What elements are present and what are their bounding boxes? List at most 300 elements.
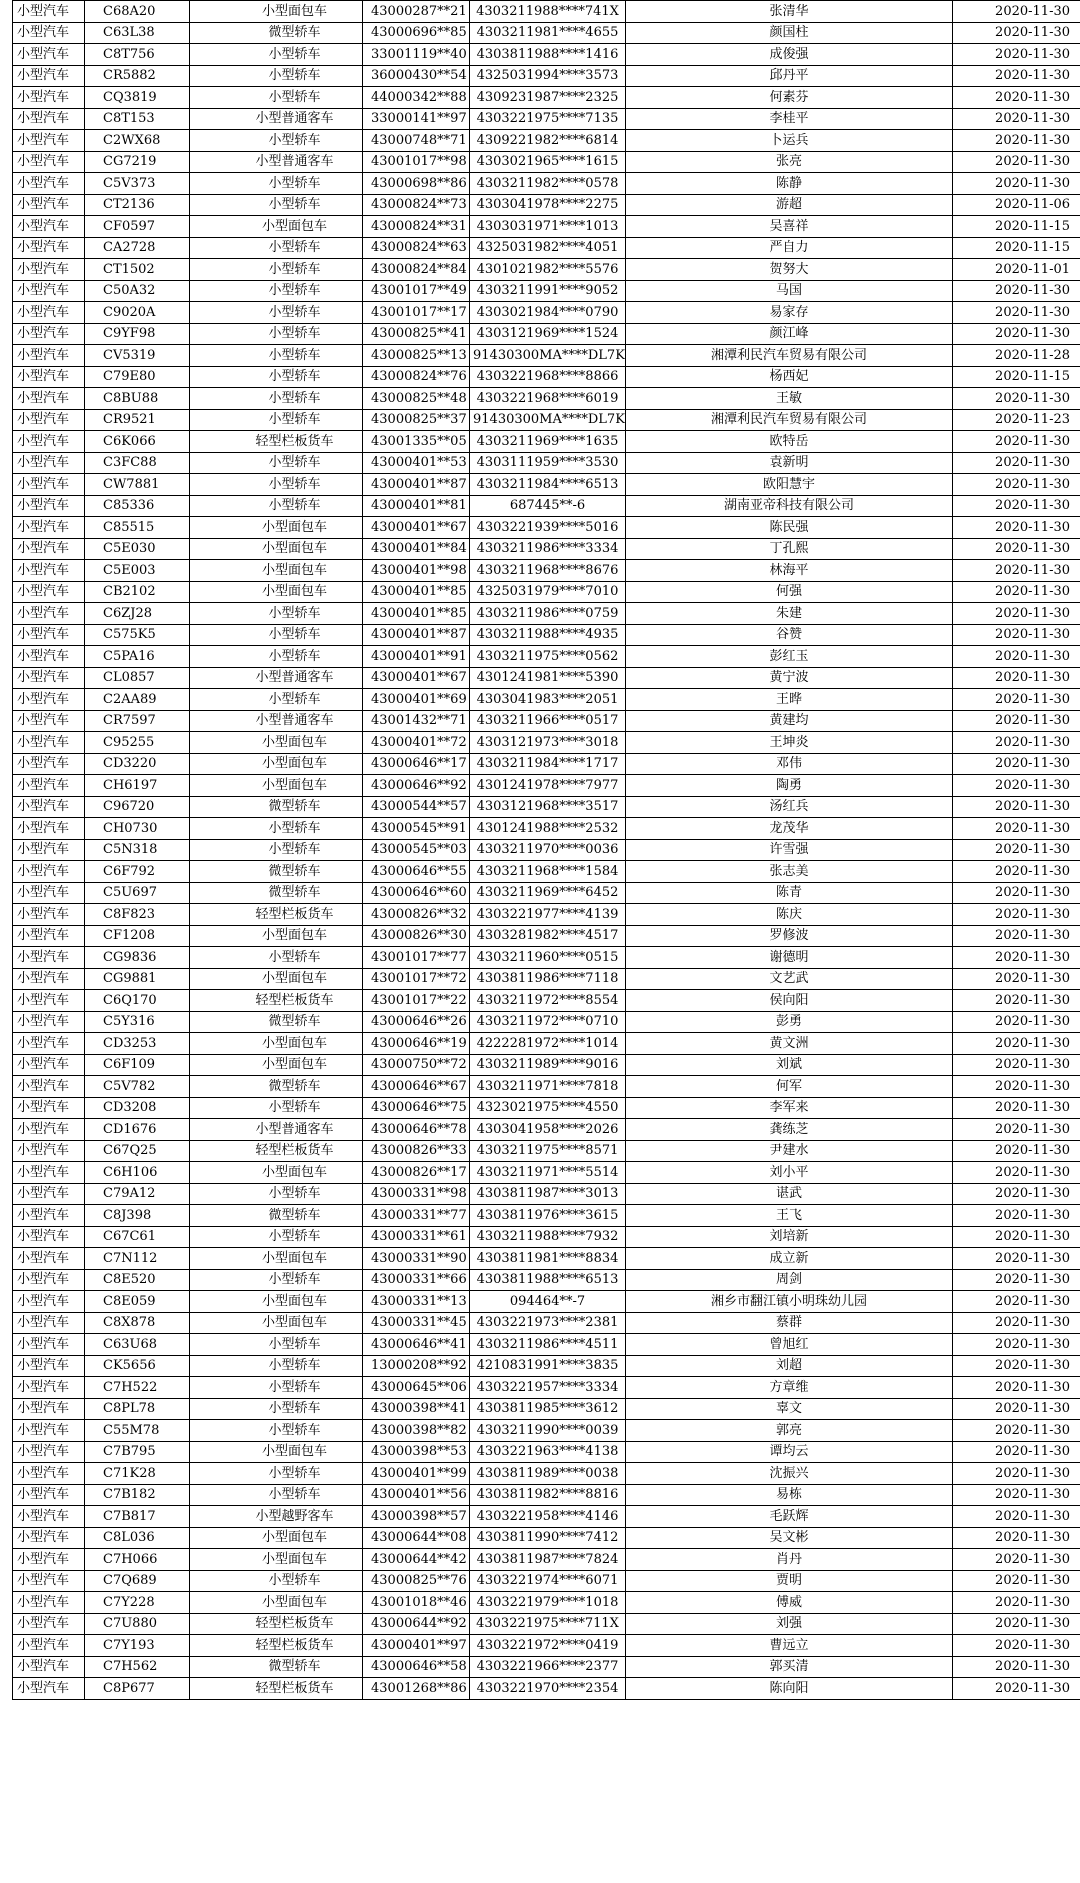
owner-name-cell: 罗修波 [626, 925, 953, 947]
date-cell: 2020-11-30 [953, 667, 1080, 689]
date-cell: 2020-11-30 [953, 452, 1080, 474]
date-cell: 2020-11-30 [953, 1269, 1080, 1291]
owner-name-cell: 陈庆 [626, 904, 953, 926]
table-row [13, 323, 1080, 345]
date-cell: 2020-11-30 [953, 1162, 1080, 1184]
plate-number-cell: C7Y228 [85, 1592, 190, 1614]
vehicle-category-cell: 小型汽车 [13, 1119, 85, 1141]
vehicle-type-cell: 小型轿车 [190, 1355, 363, 1377]
vehicle-type-cell: 小型轿车 [190, 194, 363, 216]
record-number-cell: 43000825**13 [363, 345, 470, 367]
vehicle-category-cell: 小型汽车 [13, 753, 85, 775]
vehicle-type-cell: 小型面包车 [190, 1527, 363, 1549]
vehicle-type-cell: 小型轿车 [190, 495, 363, 517]
record-number-cell: 43000401**67 [363, 517, 470, 539]
vehicle-category-cell: 小型汽车 [13, 1398, 85, 1420]
plate-number-cell: C5E003 [85, 560, 190, 582]
vehicle-type-cell: 小型面包车 [190, 1033, 363, 1055]
plate-number-cell: C8J398 [85, 1205, 190, 1227]
date-cell: 2020-11-30 [953, 968, 1080, 990]
plate-number-cell: CG9881 [85, 968, 190, 990]
plate-number-cell: CH0730 [85, 818, 190, 840]
table-row [13, 1205, 1080, 1227]
owner-id-cell: 4303211970****0036 [470, 839, 626, 861]
record-number-cell: 43000826**32 [363, 904, 470, 926]
table-row [13, 624, 1080, 646]
date-cell: 2020-11-30 [953, 1613, 1080, 1635]
table-row [13, 1054, 1080, 1076]
owner-name-cell: 湖南亚帝科技有限公司 [626, 495, 953, 517]
plate-number-cell: C8F823 [85, 904, 190, 926]
plate-number-cell: C7B182 [85, 1484, 190, 1506]
record-number-cell: 43000331**77 [363, 1205, 470, 1227]
record-number-cell: 43000287**21 [363, 1, 470, 23]
record-number-cell: 43000644**08 [363, 1527, 470, 1549]
plate-number-cell: CD1676 [85, 1119, 190, 1141]
date-cell: 2020-11-30 [953, 302, 1080, 324]
record-number-cell: 43000545**03 [363, 839, 470, 861]
record-number-cell: 43000645**06 [363, 1377, 470, 1399]
owner-id-cell: 4303211986****0759 [470, 603, 626, 625]
vehicle-type-cell: 小型轿车 [190, 818, 363, 840]
date-cell: 2020-11-15 [953, 366, 1080, 388]
plate-number-cell: C67C61 [85, 1226, 190, 1248]
date-cell: 2020-11-30 [953, 947, 1080, 969]
vehicle-type-cell: 小型面包车 [190, 1248, 363, 1270]
table-body [13, 1, 1080, 1700]
date-cell: 2020-11-30 [953, 1248, 1080, 1270]
owner-id-cell: 4303221975****711X [470, 1613, 626, 1635]
record-number-cell: 43000696**85 [363, 22, 470, 44]
vehicle-type-cell: 轻型栏板货车 [190, 1678, 363, 1700]
owner-name-cell: 龙茂华 [626, 818, 953, 840]
plate-number-cell: C6ZJ28 [85, 603, 190, 625]
owner-id-cell: 4303211972****0710 [470, 1011, 626, 1033]
date-cell: 2020-11-30 [953, 65, 1080, 87]
table-row [13, 732, 1080, 754]
record-number-cell: 36000430**54 [363, 65, 470, 87]
record-number-cell: 43000401**99 [363, 1463, 470, 1485]
vehicle-type-cell: 小型轿车 [190, 323, 363, 345]
record-number-cell: 43000398**82 [363, 1420, 470, 1442]
owner-id-cell: 4303211984****6513 [470, 474, 626, 496]
owner-name-cell: 王飞 [626, 1205, 953, 1227]
vehicle-category-cell: 小型汽车 [13, 44, 85, 66]
record-number-cell: 43000544**57 [363, 796, 470, 818]
owner-id-cell: 4303811976****3615 [470, 1205, 626, 1227]
record-number-cell: 43000401**85 [363, 603, 470, 625]
plate-number-cell: CL0857 [85, 667, 190, 689]
owner-name-cell: 王晔 [626, 689, 953, 711]
date-cell: 2020-11-30 [953, 990, 1080, 1012]
table-row [13, 1, 1080, 23]
table-row [13, 538, 1080, 560]
owner-id-cell: 4303221968****8866 [470, 366, 626, 388]
record-number-cell: 43000401**67 [363, 667, 470, 689]
owner-id-cell: 4301241981****5390 [470, 667, 626, 689]
owner-name-cell: 吴文彬 [626, 1527, 953, 1549]
vehicle-category-cell: 小型汽车 [13, 1205, 85, 1227]
vehicle-category-cell: 小型汽车 [13, 1549, 85, 1571]
record-number-cell: 43000824**31 [363, 216, 470, 238]
vehicle-type-cell: 小型轿车 [190, 44, 363, 66]
owner-name-cell: 尹建水 [626, 1140, 953, 1162]
date-cell: 2020-11-30 [953, 474, 1080, 496]
table-row [13, 280, 1080, 302]
table-row [13, 431, 1080, 453]
plate-number-cell: CQ3819 [85, 87, 190, 109]
date-cell: 2020-11-30 [953, 173, 1080, 195]
owner-name-cell: 何军 [626, 1076, 953, 1098]
plate-number-cell: C575K5 [85, 624, 190, 646]
date-cell: 2020-11-30 [953, 925, 1080, 947]
record-number-cell: 43000646**26 [363, 1011, 470, 1033]
owner-id-cell: 4303221963****4138 [470, 1441, 626, 1463]
plate-number-cell: CR7597 [85, 710, 190, 732]
owner-name-cell: 辜文 [626, 1398, 953, 1420]
date-cell: 2020-11-30 [953, 22, 1080, 44]
table-row [13, 173, 1080, 195]
vehicle-type-cell: 小型面包车 [190, 1549, 363, 1571]
owner-id-cell: 91430300MA****DL7K [470, 409, 626, 431]
plate-number-cell: C2AA89 [85, 689, 190, 711]
owner-name-cell: 邱丹平 [626, 65, 953, 87]
vehicle-type-cell: 小型轿车 [190, 1398, 363, 1420]
owner-name-cell: 张清华 [626, 1, 953, 23]
plate-number-cell: C5E030 [85, 538, 190, 560]
vehicle-category-cell: 小型汽车 [13, 1183, 85, 1205]
owner-name-cell: 方章维 [626, 1377, 953, 1399]
table-row [13, 861, 1080, 883]
record-number-cell: 33001119**40 [363, 44, 470, 66]
owner-id-cell: 4303211989****9016 [470, 1054, 626, 1076]
date-cell: 2020-11-30 [953, 1334, 1080, 1356]
table-row [13, 216, 1080, 238]
owner-name-cell: 何强 [626, 581, 953, 603]
vehicle-type-cell: 小型轿车 [190, 689, 363, 711]
owner-id-cell: 4303221975****7135 [470, 108, 626, 130]
owner-id-cell: 4303211968****8676 [470, 560, 626, 582]
table-row [13, 710, 1080, 732]
vehicle-category-cell: 小型汽车 [13, 603, 85, 625]
record-number-cell: 43000824**63 [363, 237, 470, 259]
owner-id-cell: 4303221968****6019 [470, 388, 626, 410]
record-number-cell: 43000545**91 [363, 818, 470, 840]
date-cell: 2020-11-30 [953, 87, 1080, 109]
plate-number-cell: C7N112 [85, 1248, 190, 1270]
date-cell: 2020-11-30 [953, 1506, 1080, 1528]
plate-number-cell: C96720 [85, 796, 190, 818]
vehicle-type-cell: 小型越野客车 [190, 1506, 363, 1528]
owner-name-cell: 杨西妃 [626, 366, 953, 388]
plate-number-cell: CT2136 [85, 194, 190, 216]
owner-id-cell: 4303221973****2381 [470, 1312, 626, 1334]
vehicle-category-cell: 小型汽车 [13, 1140, 85, 1162]
table-row [13, 1033, 1080, 1055]
vehicle-category-cell: 小型汽车 [13, 818, 85, 840]
plate-number-cell: C9020A [85, 302, 190, 324]
owner-name-cell: 刘斌 [626, 1054, 953, 1076]
owner-name-cell: 许雪强 [626, 839, 953, 861]
owner-id-cell: 4303211971****7818 [470, 1076, 626, 1098]
owner-id-cell: 4303811989****0038 [470, 1463, 626, 1485]
plate-number-cell: CK5656 [85, 1355, 190, 1377]
table-row [13, 968, 1080, 990]
record-number-cell: 43001017**22 [363, 990, 470, 1012]
table-row [13, 130, 1080, 152]
owner-id-cell: 4303211960****0515 [470, 947, 626, 969]
vehicle-category-cell: 小型汽车 [13, 22, 85, 44]
vehicle-category-cell: 小型汽车 [13, 1, 85, 23]
owner-id-cell: 4309221982****6814 [470, 130, 626, 152]
owner-id-cell: 4303111959****3530 [470, 452, 626, 474]
table-row [13, 1011, 1080, 1033]
plate-number-cell: C79E80 [85, 366, 190, 388]
owner-name-cell: 黄建均 [626, 710, 953, 732]
owner-name-cell: 周剑 [626, 1269, 953, 1291]
owner-id-cell: 4301241978****7977 [470, 775, 626, 797]
vehicle-type-cell: 微型轿车 [190, 1205, 363, 1227]
owner-name-cell: 黄宁波 [626, 667, 953, 689]
vehicle-category-cell: 小型汽车 [13, 581, 85, 603]
table-row [13, 1269, 1080, 1291]
record-number-cell: 33000141**97 [363, 108, 470, 130]
owner-id-cell: 4303221974****6071 [470, 1570, 626, 1592]
table-row [13, 796, 1080, 818]
table-row [13, 44, 1080, 66]
date-cell: 2020-11-30 [953, 1592, 1080, 1614]
date-cell: 2020-11-30 [953, 280, 1080, 302]
vehicle-type-cell: 小型面包车 [190, 216, 363, 238]
vehicle-type-cell: 小型轿车 [190, 1377, 363, 1399]
vehicle-category-cell: 小型汽车 [13, 323, 85, 345]
vehicle-type-cell: 小型轿车 [190, 280, 363, 302]
owner-id-cell: 4303211975****0562 [470, 646, 626, 668]
record-number-cell: 43001018**46 [363, 1592, 470, 1614]
vehicle-category-cell: 小型汽车 [13, 1570, 85, 1592]
vehicle-category-cell: 小型汽车 [13, 990, 85, 1012]
owner-name-cell: 何素芬 [626, 87, 953, 109]
owner-name-cell: 龚练芝 [626, 1119, 953, 1141]
table-row [13, 1570, 1080, 1592]
record-number-cell: 43000646**58 [363, 1656, 470, 1678]
owner-name-cell: 谭均云 [626, 1441, 953, 1463]
record-number-cell: 43000826**30 [363, 925, 470, 947]
table-row [13, 1097, 1080, 1119]
vehicle-type-cell: 小型轿车 [190, 302, 363, 324]
owner-id-cell: 4303031971****1013 [470, 216, 626, 238]
plate-number-cell: C5Y316 [85, 1011, 190, 1033]
table-row [13, 1248, 1080, 1270]
owner-id-cell: 4303211968****1584 [470, 861, 626, 883]
plate-number-cell: C68A20 [85, 1, 190, 23]
table-row [13, 1312, 1080, 1334]
table-row [13, 1420, 1080, 1442]
record-number-cell: 43000824**76 [363, 366, 470, 388]
vehicle-type-cell: 小型轿车 [190, 474, 363, 496]
plate-number-cell: C9YF98 [85, 323, 190, 345]
date-cell: 2020-11-30 [953, 1140, 1080, 1162]
date-cell: 2020-11-23 [953, 409, 1080, 431]
vehicle-type-cell: 小型轿车 [190, 87, 363, 109]
vehicle-type-cell: 小型轿车 [190, 259, 363, 281]
owner-name-cell: 汤红兵 [626, 796, 953, 818]
date-cell: 2020-11-30 [953, 710, 1080, 732]
table-row [13, 517, 1080, 539]
vehicle-category-cell: 小型汽车 [13, 732, 85, 754]
owner-id-cell: 4303211972****8554 [470, 990, 626, 1012]
date-cell: 2020-11-30 [953, 1377, 1080, 1399]
record-number-cell: 43000750**72 [363, 1054, 470, 1076]
owner-id-cell: 4303211986****4511 [470, 1334, 626, 1356]
date-cell: 2020-11-30 [953, 1312, 1080, 1334]
owner-name-cell: 成立新 [626, 1248, 953, 1270]
vehicle-category-cell: 小型汽车 [13, 1226, 85, 1248]
owner-id-cell: 4303211990****0039 [470, 1420, 626, 1442]
vehicle-type-cell: 小型轿车 [190, 65, 363, 87]
vehicle-category-cell: 小型汽车 [13, 775, 85, 797]
owner-id-cell: 4303811985****3612 [470, 1398, 626, 1420]
plate-number-cell: C6F792 [85, 861, 190, 883]
vehicle-type-cell: 小型轿车 [190, 1420, 363, 1442]
owner-id-cell: 4303041958****2026 [470, 1119, 626, 1141]
vehicle-type-cell: 小型轿车 [190, 1183, 363, 1205]
record-number-cell: 43000698**86 [363, 173, 470, 195]
vehicle-type-cell: 小型面包车 [190, 538, 363, 560]
record-number-cell: 43000825**41 [363, 323, 470, 345]
record-number-cell: 43000826**17 [363, 1162, 470, 1184]
vehicle-type-cell: 小型轿车 [190, 1484, 363, 1506]
plate-number-cell: C3FC88 [85, 452, 190, 474]
plate-number-cell: CD3208 [85, 1097, 190, 1119]
owner-name-cell: 侯向阳 [626, 990, 953, 1012]
vehicle-type-cell: 小型轿车 [190, 839, 363, 861]
vehicle-category-cell: 小型汽车 [13, 1312, 85, 1334]
owner-id-cell: 4303811982****8816 [470, 1484, 626, 1506]
vehicle-type-cell: 小型面包车 [190, 1162, 363, 1184]
owner-id-cell: 4303811990****7412 [470, 1527, 626, 1549]
record-number-cell: 43001268**86 [363, 1678, 470, 1700]
owner-id-cell: 4303281982****4517 [470, 925, 626, 947]
date-cell: 2020-11-30 [953, 689, 1080, 711]
record-number-cell: 43000826**33 [363, 1140, 470, 1162]
owner-id-cell: 4325031982****4051 [470, 237, 626, 259]
record-number-cell: 43001017**17 [363, 302, 470, 324]
vehicle-category-cell: 小型汽车 [13, 345, 85, 367]
owner-name-cell: 沈振兴 [626, 1463, 953, 1485]
date-cell: 2020-11-30 [953, 388, 1080, 410]
owner-name-cell: 欧阳慧宇 [626, 474, 953, 496]
owner-id-cell: 4303021965****1615 [470, 151, 626, 173]
record-number-cell: 43001017**77 [363, 947, 470, 969]
owner-name-cell: 马国 [626, 280, 953, 302]
owner-name-cell: 严自力 [626, 237, 953, 259]
vehicle-type-cell: 小型面包车 [190, 753, 363, 775]
owner-name-cell: 刘超 [626, 1355, 953, 1377]
record-number-cell: 43000331**66 [363, 1269, 470, 1291]
table-row [13, 108, 1080, 130]
owner-id-cell: 4303221958****4146 [470, 1506, 626, 1528]
vehicle-type-cell: 微型轿车 [190, 1076, 363, 1098]
plate-number-cell: C55M78 [85, 1420, 190, 1442]
owner-name-cell: 黄文洲 [626, 1033, 953, 1055]
owner-id-cell: 4303211984****1717 [470, 753, 626, 775]
table-row [13, 1463, 1080, 1485]
owner-name-cell: 谌武 [626, 1183, 953, 1205]
table-row [13, 22, 1080, 44]
plate-number-cell: CD3220 [85, 753, 190, 775]
date-cell: 2020-11-30 [953, 1097, 1080, 1119]
plate-number-cell: CV5319 [85, 345, 190, 367]
owner-name-cell: 贾明 [626, 1570, 953, 1592]
table-row [13, 1527, 1080, 1549]
vehicle-type-cell: 小型普通客车 [190, 151, 363, 173]
table-row [13, 1119, 1080, 1141]
vehicle-type-cell: 小型轿车 [190, 1226, 363, 1248]
plate-number-cell: C6H106 [85, 1162, 190, 1184]
record-number-cell: 44000342**88 [363, 87, 470, 109]
record-number-cell: 43000646**75 [363, 1097, 470, 1119]
date-cell: 2020-11-30 [953, 1054, 1080, 1076]
plate-number-cell: C5PA16 [85, 646, 190, 668]
date-cell: 2020-11-30 [953, 796, 1080, 818]
date-cell: 2020-11-30 [953, 44, 1080, 66]
plate-number-cell: C7H066 [85, 1549, 190, 1571]
date-cell: 2020-11-30 [953, 538, 1080, 560]
plate-number-cell: C7H562 [85, 1656, 190, 1678]
vehicle-type-cell: 小型面包车 [190, 1312, 363, 1334]
table-row [13, 1656, 1080, 1678]
vehicle-category-cell: 小型汽车 [13, 1635, 85, 1657]
vehicle-type-cell: 小型轿车 [190, 130, 363, 152]
record-number-cell: 43000401**85 [363, 581, 470, 603]
record-number-cell: 43000401**56 [363, 1484, 470, 1506]
record-number-cell: 43000646**92 [363, 775, 470, 797]
record-number-cell: 43000398**41 [363, 1398, 470, 1420]
date-cell: 2020-11-30 [953, 861, 1080, 883]
plate-number-cell: C8L036 [85, 1527, 190, 1549]
owner-id-cell: 4303221957****3334 [470, 1377, 626, 1399]
owner-name-cell: 湘乡市翻江镇小明珠幼儿园 [626, 1291, 953, 1313]
vehicle-type-cell: 小型面包车 [190, 968, 363, 990]
table-row [13, 65, 1080, 87]
vehicle-category-cell: 小型汽车 [13, 280, 85, 302]
plate-number-cell: C8T756 [85, 44, 190, 66]
plate-number-cell: C85336 [85, 495, 190, 517]
plate-number-cell: C8E059 [85, 1291, 190, 1313]
table-row [13, 775, 1080, 797]
owner-id-cell: 4303221939****5016 [470, 517, 626, 539]
vehicle-type-cell: 小型面包车 [190, 925, 363, 947]
record-number-cell: 43000331**98 [363, 1183, 470, 1205]
plate-number-cell: C8P677 [85, 1678, 190, 1700]
vehicle-category-cell: 小型汽车 [13, 1291, 85, 1313]
vehicle-type-cell: 小型轿车 [190, 1463, 363, 1485]
vehicle-type-cell: 小型轿车 [190, 345, 363, 367]
date-cell: 2020-11-30 [953, 732, 1080, 754]
vehicle-type-cell: 小型轿车 [190, 603, 363, 625]
vehicle-category-cell: 小型汽车 [13, 1054, 85, 1076]
owner-id-cell: 4301241988****2532 [470, 818, 626, 840]
table-row [13, 345, 1080, 367]
date-cell: 2020-11-30 [953, 517, 1080, 539]
plate-number-cell: CF0597 [85, 216, 190, 238]
vehicle-type-cell: 小型轿车 [190, 409, 363, 431]
date-cell: 2020-11-30 [953, 1, 1080, 23]
table-row [13, 1183, 1080, 1205]
vehicle-category-cell: 小型汽车 [13, 839, 85, 861]
vehicle-type-cell: 小型面包车 [190, 1291, 363, 1313]
